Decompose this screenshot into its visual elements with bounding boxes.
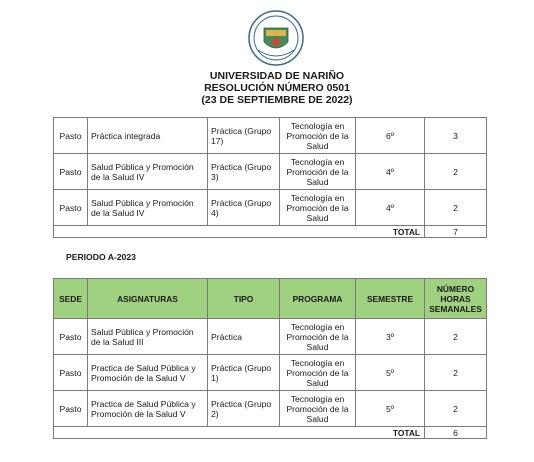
cell-sede: Pasto [54,190,88,226]
table-row [54,118,487,154]
heading-university: UNIVERSIDAD DE NARIÑO [209,70,345,82]
heading-date: (23 DE SEPTIEMBRE DE 2022) [201,94,353,106]
total-value: 7 [425,226,487,238]
cell-semestre: 4º [356,154,425,190]
header-semestre: SEMESTRE [356,279,425,319]
cell-sede: Pasto [54,355,88,391]
cell-sede: Pasto [54,391,88,427]
header-tipo: TIPO [208,279,280,319]
header-asignaturas: ASIGNATURAS [88,279,208,319]
cell-semestre: 4º [356,190,425,226]
header-row [54,279,487,319]
header-horas: NÚMERO HORAS SEMANALES [425,279,487,319]
cell-horas: 2 [425,190,487,226]
cell-horas: 3 [425,118,487,154]
cell-asignatura: Practica de Salud Pública y Promoción de la Salud V [88,355,208,391]
cell-asignatura: Practica de Salud Pública y Promoción de la Salud V [88,391,208,427]
cell-tipo: Práctica (Grupo 3) [208,154,280,190]
course-table-a2023 [53,278,487,439]
total-label: TOTAL [54,226,425,238]
cell-horas: 2 [425,319,487,355]
cell-asignatura: Práctica integrada [88,118,208,154]
cell-asignatura: Salud Pública y Promoción de la Salud IV [88,190,208,226]
heading-resolution: RESOLUCIÓN NÚMERO 0501 [204,82,350,94]
period-label: PERIODO A-2023 [66,252,136,262]
cell-programa: Tecnología en Promoción de la Salud [280,118,356,154]
total-label: TOTAL [54,427,425,439]
cell-asignatura: Salud Pública y Promoción de la Salud III [88,319,208,355]
cell-programa: Tecnología en Promoción de la Salud [280,319,356,355]
cell-tipo: Práctica (Grupo 2) [208,391,280,427]
total-row [54,427,487,439]
table-row [54,190,487,226]
cell-programa: Tecnología en Promoción de la Salud [280,391,356,427]
header-sede: SEDE [54,279,88,319]
cell-sede: Pasto [54,319,88,355]
cell-programa: Tecnología en Promoción de la Salud [280,154,356,190]
cell-tipo: Práctica (Grupo 4) [208,190,280,226]
university-seal-icon [248,10,304,66]
cell-horas: 2 [425,154,487,190]
cell-semestre: 5º [356,391,425,427]
table-row [54,319,487,355]
cell-horas: 2 [425,391,487,427]
header-programa: PROGRAMA [280,279,356,319]
cell-sede: Pasto [54,154,88,190]
cell-tipo: Práctica [208,319,280,355]
cell-semestre: 3º [356,319,425,355]
cell-programa: Tecnología en Promoción de la Salud [280,190,356,226]
table-row [54,355,487,391]
cell-tipo: Práctica (Grupo 1) [208,355,280,391]
cell-semestre: 5º [356,355,425,391]
cell-asignatura: Salud Pública y Promoción de la Salud IV [88,154,208,190]
cell-tipo: Práctica (Grupo 17) [208,118,280,154]
cell-sede: Pasto [54,118,88,154]
document-heading [0,70,534,106]
course-table-previous [53,117,487,238]
cell-programa: Tecnología en Promoción de la Salud [280,355,356,391]
total-value: 6 [425,427,487,439]
total-row [54,226,487,238]
table-row [54,154,487,190]
cell-semestre: 6º [356,118,425,154]
cell-horas: 2 [425,355,487,391]
table-row [54,391,487,427]
